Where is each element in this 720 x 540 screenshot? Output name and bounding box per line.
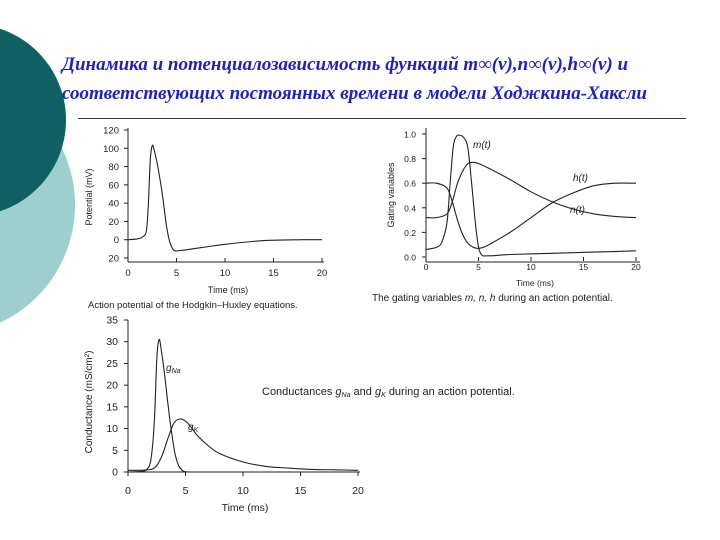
- gv-xtick-label: 10: [526, 262, 536, 272]
- ap-ytick-label: 20: [108, 216, 119, 228]
- gv-ytick-label: 0.6: [404, 178, 416, 189]
- gc-ylabel: Conductance (mS/cm²): [84, 350, 95, 454]
- gc-xtick-label: 20: [352, 485, 364, 497]
- gv-ytick-label: 1.0: [404, 129, 416, 140]
- gc-xlabel: Time (ms): [221, 502, 269, 514]
- ap-ytick-label: 20: [108, 253, 119, 265]
- gv-ytick-label: 0.8: [404, 154, 416, 165]
- gc-xtick-label: 0: [125, 485, 131, 497]
- ap-ytick-label: 0: [113, 235, 119, 247]
- cc-text-2: during an action potential.: [388, 386, 515, 398]
- gv-xtick-label: 0: [423, 262, 429, 272]
- gv-curve-n: [426, 162, 636, 218]
- title-line-2: соответствующих постоянных времени в модели Ходжкина-Хаксли: [62, 83, 647, 104]
- gv-ytick-label: 0.0: [404, 252, 416, 263]
- ap-ytick-label: 40: [108, 198, 119, 210]
- gv-xlabel: Time (ms): [516, 278, 554, 288]
- ap-xtick-label: 20: [316, 268, 328, 279]
- gv-caption-vars: m, n, h: [464, 293, 496, 304]
- gc-xtick-label: 15: [294, 485, 307, 497]
- gv-caption: [372, 293, 613, 304]
- gc-ytick-label: 20: [106, 379, 118, 392]
- ap-ytick-label: 100: [103, 143, 119, 155]
- gc-curve-k: [128, 419, 358, 470]
- gc-ytick-label: 25: [106, 357, 118, 370]
- gv-curve-m: [426, 135, 636, 256]
- ap-xlabel: Time (ms): [207, 285, 249, 295]
- ap-ytick-label: 120: [103, 125, 119, 137]
- gv-caption-text-1: The gating variables: [372, 293, 463, 304]
- gv-label-h: h(t): [573, 173, 588, 184]
- gv-label-m: m(t): [473, 140, 491, 151]
- gc-label-k: $g_K$: [188, 422, 199, 434]
- ap-ytick-label: 80: [108, 162, 119, 174]
- ap-xtick-label: 0: [125, 268, 131, 279]
- gc-ytick-label: 10: [106, 423, 118, 436]
- chart-gating-variables: [372, 128, 641, 304]
- ap-caption: Action potential of the Hodgkin–Huxley equations.: [88, 300, 298, 311]
- chart-action-potential: [84, 126, 327, 312]
- ap-ylabel: Potential (mV): [84, 168, 94, 226]
- gc-ytick-label: 15: [106, 401, 118, 414]
- gc-xtick-label: 5: [182, 485, 189, 497]
- cc-and: and: [353, 386, 372, 398]
- ap-xtick-label: 5: [173, 268, 180, 279]
- gv-ylabel: Gating variables: [386, 162, 396, 228]
- gv-xtick-label: 20: [631, 262, 641, 272]
- ap-ytick-label: 60: [108, 180, 119, 192]
- ap-curve: [128, 145, 322, 251]
- title-line-1: Динамика и потенциалозависимость функций m∞(v),n∞(v),h∞(v) и: [62, 54, 629, 75]
- cc-gk: gK: [374, 386, 386, 399]
- gc-label-na: $g_{Na}$: [166, 363, 181, 375]
- gc-curve-na: [128, 339, 358, 472]
- ap-xtick-label: 10: [219, 268, 231, 279]
- cc-text-1: Conductances: [262, 386, 333, 398]
- gv-xtick-label: 15: [578, 262, 589, 272]
- ap-xtick-label: 15: [268, 268, 279, 279]
- gv-ytick-label: 0.2: [404, 227, 416, 238]
- cc-gna: gNa: [335, 386, 351, 399]
- gv-ytick-label: 0.4: [404, 203, 416, 214]
- gc-ytick-label: 5: [112, 444, 118, 457]
- chart-conductances: [84, 315, 364, 515]
- gc-ytick-label: 0: [112, 466, 118, 479]
- gv-xtick-label: 5: [476, 262, 481, 272]
- conductances-caption: [262, 386, 515, 399]
- gv-label-n: n(t): [570, 205, 585, 216]
- gc-ytick-label: 35: [106, 314, 118, 327]
- gv-caption-text-2: during an action potential.: [498, 293, 613, 304]
- gc-xtick-label: 10: [237, 485, 249, 497]
- gc-ytick-label: 30: [106, 336, 118, 349]
